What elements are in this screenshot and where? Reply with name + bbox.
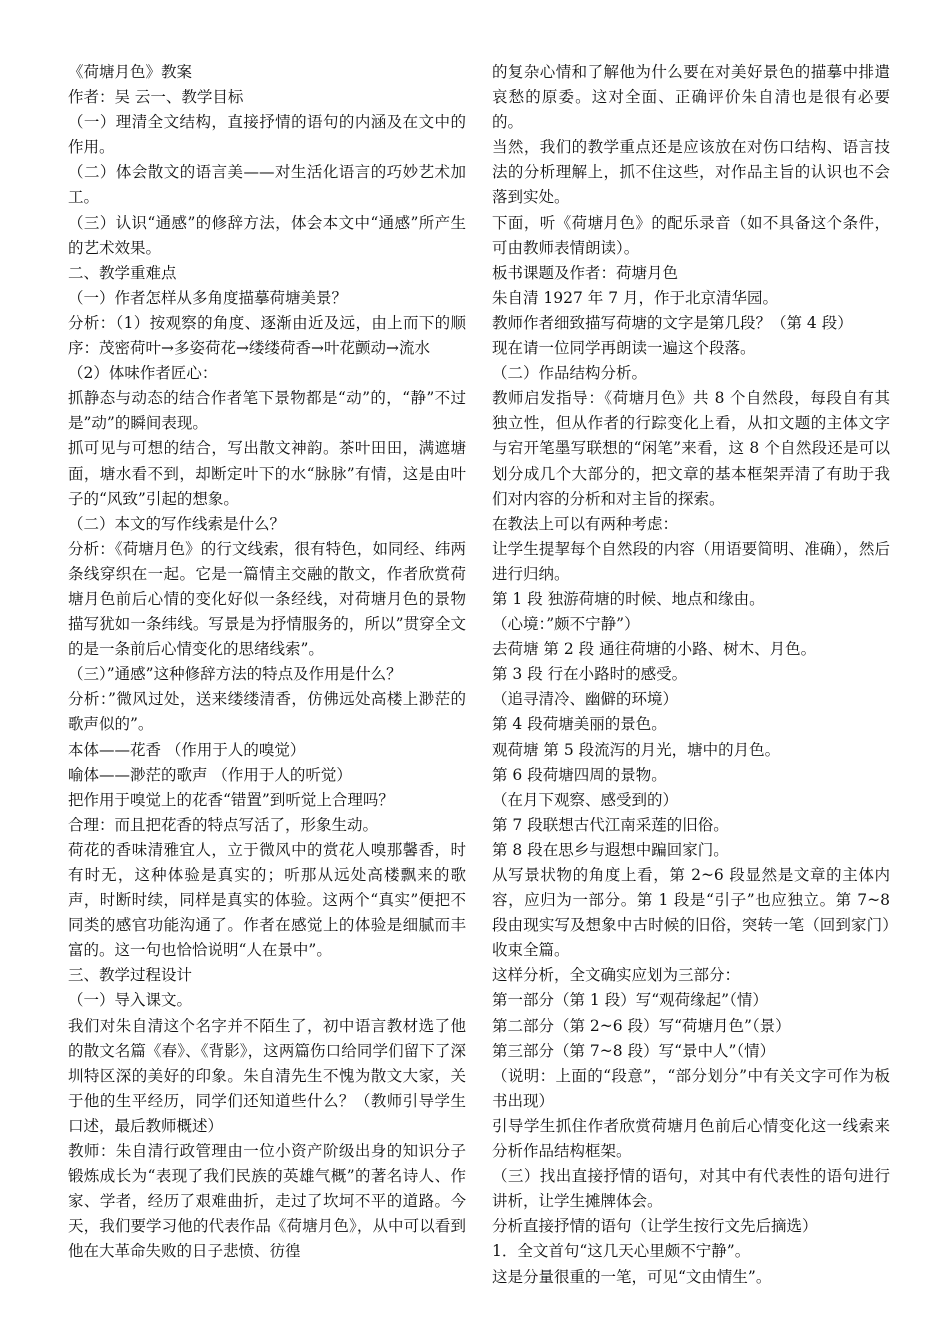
paragraph: 本体——花香 （作用于人的嗅觉） bbox=[68, 740, 306, 759]
paragraph: 在教法上可以有两种考虑： bbox=[492, 514, 679, 533]
paragraph: 喻体——渺茫的歌声 （作用于人的听觉） bbox=[68, 765, 352, 784]
paragraph: 抓静态与动态的结合作者笔下景物都是“动”的，“静”不过是”动”的瞬间表现。 bbox=[68, 389, 466, 433]
paragraph: 抓可见与可想的结合，写出散文神韵。茶叶田田，满遮塘面，塘水看不到，却断定叶下的水“脉脉”有情，这是由叶子的“风致”引起的想象。 bbox=[68, 439, 466, 508]
paragraph: 第 7 段联想古代江南采莲的旧俗。 bbox=[492, 815, 729, 834]
paragraph: 这是分量很重的一笔，可见“文由情生”。 bbox=[492, 1267, 772, 1286]
paragraph: 的复杂心情和了解他为什么要在对美好景色的描摹中排遣哀愁的原委。这对全面、正确评价朱自清也是很有必要的。 bbox=[492, 63, 890, 132]
paragraph: （追寻清冷、幽僻的环境） bbox=[492, 690, 679, 709]
paragraph: （一）理清全文结构，直接抒情的语句的内涵及在文中的作用。 bbox=[68, 113, 466, 157]
paragraph: 分析：（1）按观察的角度、逐渐由近及远，由上而下的顺序：茂密荷叶→多姿荷花→缕缕荷香→叶花颤动→流水 bbox=[68, 313, 466, 358]
paragraph: （在月下观察、感受到的） bbox=[492, 790, 679, 809]
paragraph: 第 1 段 独游荷塘的时候、地点和缘由。 bbox=[492, 589, 765, 608]
paragraph: 让学生提挈每个自然段的内容（用语要简明、准确），然后进行归纳。 bbox=[492, 539, 890, 583]
paragraph: 1．全文首句“这几天心里颇不宁静”。 bbox=[492, 1242, 751, 1261]
paragraph: 下面，听《荷塘月色》的配乐录音（如不具备这个条件，可由教师表情朗读）。 bbox=[492, 213, 890, 257]
paragraph: （2）体味作者匠心： bbox=[68, 364, 218, 383]
paragraph: （三）认识“通感”的修辞方法，体会本文中“通感”所产生的艺术效果。 bbox=[68, 213, 466, 257]
paragraph: 观荷塘 第 5 段流泻的月光，塘中的月色。 bbox=[492, 740, 781, 759]
paragraph: 荷花的香味清雅宜人，立于微风中的赏花人嗅那馨香，时有时无，这种体验是真实的；听那从远处高楼飘来的歌声，时断时续，同样是真实的体验。这两个“真实”便把不同类的感官功能沟通了。作者在感觉上的体验是细腻而丰富的。这一句也恰恰说明“人在景中”。 bbox=[68, 840, 466, 960]
paragraph: （说明：上面的“段意”，“部分划分”中有关文字可作为板书出现） bbox=[492, 1066, 890, 1110]
paragraph: 现在请一位同学再朗读一遍这个段落。 bbox=[492, 339, 756, 358]
paragraph: 去荷塘 第 2 段 通往荷塘的小路、树木、月色。 bbox=[492, 640, 817, 659]
section-heading: 二、教学重难点 bbox=[68, 263, 177, 282]
paragraph: 第二部分（第 2~6 段）写“荷塘月色”（景） bbox=[492, 1016, 791, 1035]
paragraph: 这样分析，全文确实应划为三部分： bbox=[492, 966, 741, 985]
paragraph: 第一部分（第 1 段）写“观荷缘起”（情） bbox=[492, 991, 768, 1010]
paragraph: （三）找出直接抒情的语句，对其中有代表性的语句进行讲析，让学生摊牌体会。 bbox=[492, 1167, 890, 1211]
paragraph: （二）作品结构分析。 bbox=[492, 364, 648, 383]
paragraph: 第 4 段荷塘美丽的景色。 bbox=[492, 715, 667, 734]
paragraph: （心境：”颇不宁静”） bbox=[492, 615, 640, 634]
paragraph: 第 8 段在思乡与遐想中蹁回家门。 bbox=[492, 840, 729, 859]
paragraph: 第 3 段 行在小路时的感受。 bbox=[492, 665, 688, 684]
paragraph: 把作用于嗅觉上的花香“错置”到听觉上合理吗？ bbox=[68, 790, 394, 809]
paragraph: 合理：而且把花香的特点写活了，形象生动。 bbox=[68, 815, 379, 834]
section-heading: 三、教学过程设计 bbox=[68, 966, 193, 985]
paragraph: （二）体会散文的语言美——对生活化语言的巧妙艺术加工。 bbox=[68, 163, 466, 207]
paragraph: 分析直接抒情的语句（让学生按行文先后摘选） bbox=[492, 1217, 818, 1236]
paragraph: 教师启发指导：《荷塘月色》共 8 个自然段，每段自有其独立性，但从作者的行踪变化上看，从扣文题的主体文字与宕开笔墨写联想的“闲笔”来看，这 8 个自然段还是可以划分成几个大部分的，把文章的基本框架弄清了有助于我们对内容的分析和对主旨的探索。 bbox=[492, 389, 890, 508]
paragraph: 分析：”微风过处，送来缕缕清香，仿佛远处高楼上渺茫的歌声似的”。 bbox=[68, 690, 466, 734]
right-column bbox=[492, 60, 890, 1290]
paragraph: （一）导入课文。 bbox=[68, 991, 193, 1010]
paragraph: 教师：朱自清行政管理由一位小资产阶级出身的知识分子锻炼成长为“表现了我们民族的英雄气概”的著名诗人、作家、学者，经历了艰难曲折，走过了坎坷不平的道路。今天，我们要学习他的代表作品《荷塘月色》，从中可以看到他在大革命失败的日子悲愤、彷徨 bbox=[68, 1142, 466, 1261]
paragraph: 当然，我们的教学重点还是应该放在对伤口结构、语言技法的分析理解上，抓不住这些，对作品主旨的认识也不会落到实处。 bbox=[492, 138, 890, 207]
paragraph: 板书课题及作者：荷塘月色 bbox=[492, 263, 679, 282]
paragraph: 我们对朱自清这个名字并不陌生了，初中语言教材选了他的散文名篇《春》、《背影》，这两篇伤口给同学们留下了深圳特区深的美好的印象。朱自清先生不愧为散文大家，关于他的生平经历，同学们还知道些什么？（教师引导学生口述，最后教师概述） bbox=[68, 1016, 466, 1135]
paragraph: （二）本文的写作线索是什么？ bbox=[68, 514, 286, 533]
paragraph: 第 6 段荷塘四周的景物。 bbox=[492, 765, 667, 784]
paragraph: （一）作者怎样从多角度描摹荷塘美景？ bbox=[68, 288, 348, 307]
paragraph: 朱自清 1927 年 7 月，作于北京清华园。 bbox=[492, 288, 779, 307]
left-column bbox=[68, 60, 466, 1265]
paragraph: 分析：《荷塘月色》的行文线索，很有特色，如同经、纬两条线穿织在一起。它是一篇情主交融的散文，作者欣赏荷塘月色前后心情的变化好似一条经线，对荷塘月色的景物描写犹如一条纬线。写景是为抒情服务的，所以”贯穿全文的是一条前后心情变化的思绪线索”。 bbox=[68, 539, 466, 659]
paragraph: 教师作者细致描写荷塘的文字是第几段？（第 4 段） bbox=[492, 313, 853, 332]
paragraph: 第三部分（第 7~8 段）写“景中人”（情） bbox=[492, 1041, 776, 1060]
doc-title: 《荷塘月色》教案 bbox=[68, 63, 193, 81]
author-line: 作者：吴 云一、教学目标 bbox=[68, 88, 244, 107]
paragraph: 引导学生抓住作者欣赏荷塘月色前后心情变化这一线索来分析作品结构框架。 bbox=[492, 1116, 890, 1161]
paragraph: （三）”通感”这种修辞方法的特点及作用是什么？ bbox=[68, 665, 402, 684]
paragraph: 从写景状物的角度上看，第 2~6 段显然是文章的主体内容，应归为一部分。第 1 段是“引子”也应独立。第 7~8 段由现实写及想象中古时候的旧俗，突转一笔（回到家门）收束全篇。 bbox=[492, 866, 890, 960]
